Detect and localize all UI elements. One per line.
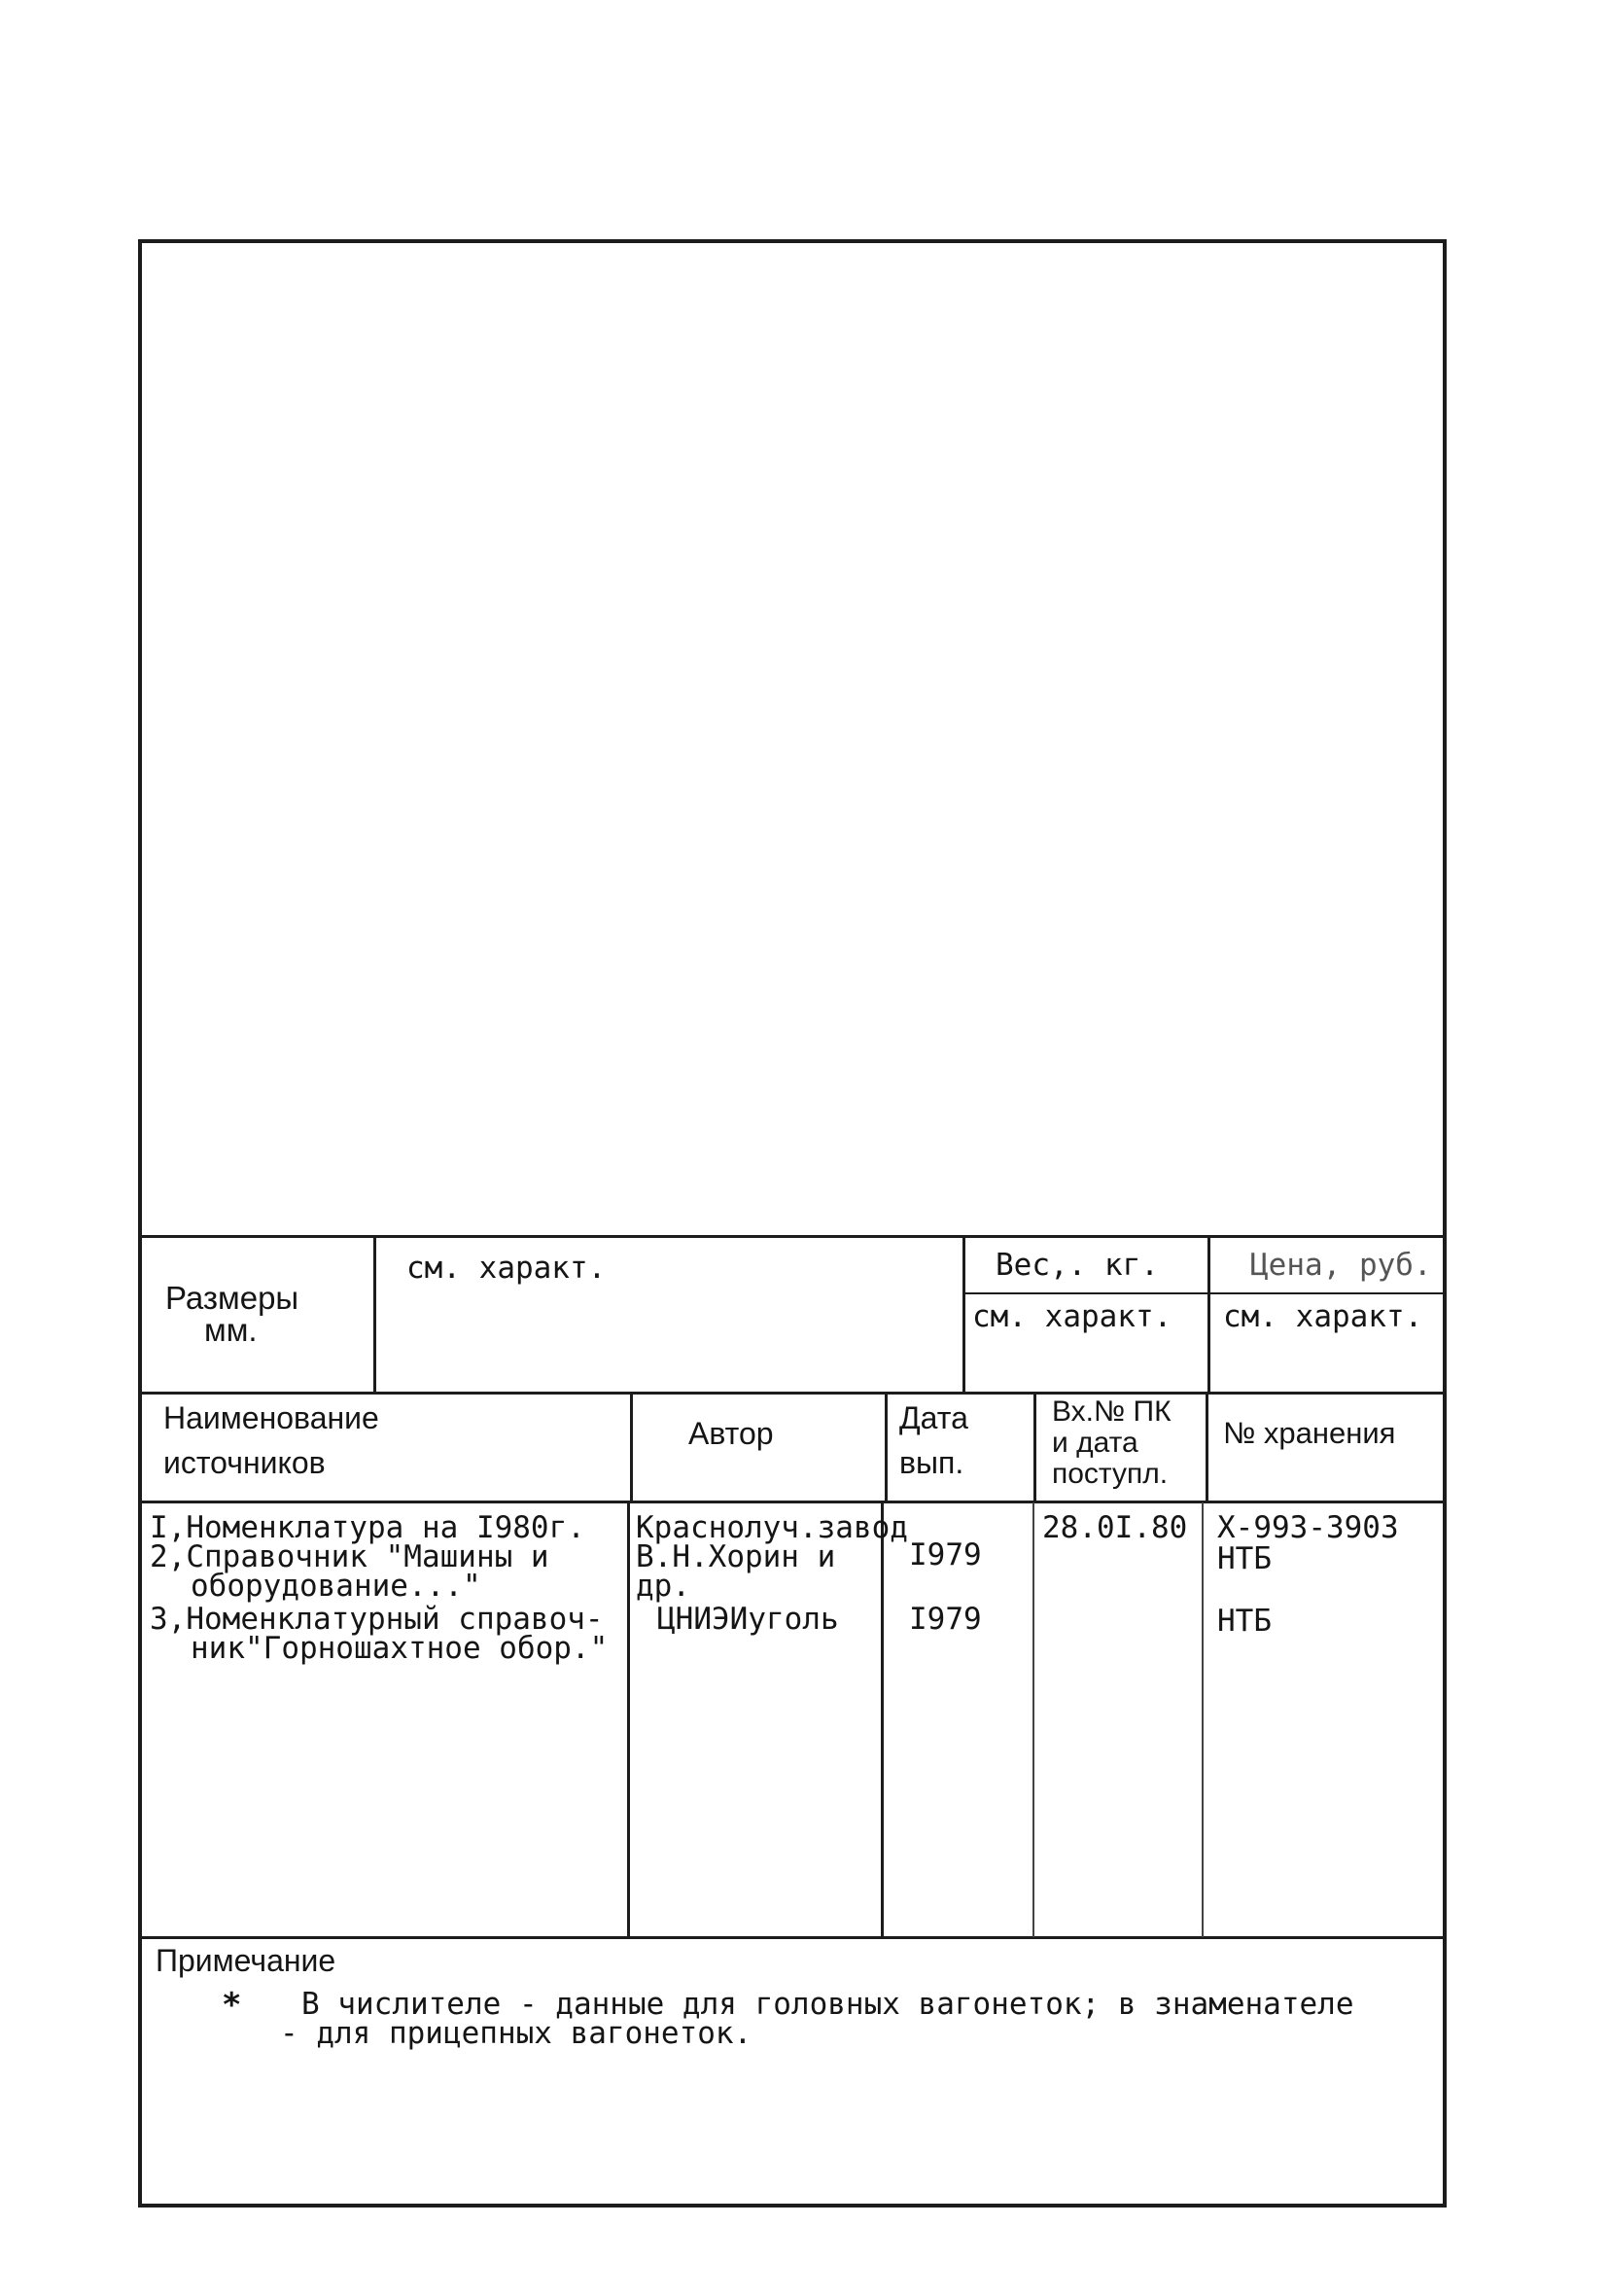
header-name-line2: источников bbox=[163, 1445, 326, 1480]
header-name-line1: Наименование bbox=[163, 1400, 379, 1435]
divider-sources-top bbox=[142, 1392, 1443, 1395]
header-entry-line1: Вх.№ ПК bbox=[1052, 1395, 1172, 1428]
row2-storage: НТБ bbox=[1217, 1541, 1272, 1576]
col-divider-author bbox=[630, 1394, 633, 1502]
note-title: Примечание bbox=[156, 1943, 336, 1978]
dimensions-value: см. характ. bbox=[406, 1251, 607, 1286]
header-storage: № хранения bbox=[1223, 1416, 1396, 1450]
weight-header: Вес,. кг. bbox=[996, 1248, 1159, 1283]
frame-right bbox=[1443, 239, 1447, 2208]
row2-date: I979 bbox=[909, 1537, 982, 1572]
header-date-line2: вып. bbox=[899, 1445, 964, 1480]
row2-author-line2: др. bbox=[636, 1569, 690, 1604]
row3-name-line1: 3,Номенклатурный справоч- bbox=[150, 1602, 604, 1637]
body-col-divider-date bbox=[881, 1502, 884, 1937]
col-divider-entry bbox=[1033, 1394, 1036, 1502]
note-line2: - для прицепных вагонеток. bbox=[280, 2016, 752, 2051]
row1-name: I,Номенклатура на I980г. bbox=[150, 1510, 585, 1545]
header-entry-line3: поступл. bbox=[1052, 1458, 1169, 1490]
note-line1: В числителе - данные для головных вагонеток; в знаменателе bbox=[301, 1987, 1354, 2022]
body-col-divider-author bbox=[627, 1502, 630, 1937]
header-entry-line2: и дата bbox=[1052, 1427, 1138, 1459]
divider-dimensions-top bbox=[142, 1235, 1443, 1238]
row2-author-line1: В.Н.Хорин и bbox=[636, 1539, 836, 1574]
price-header: Цена, руб. bbox=[1250, 1248, 1432, 1283]
body-col-divider-entry bbox=[1032, 1502, 1034, 1937]
row2-name-line2: оборудование..." bbox=[191, 1569, 481, 1604]
row2-name-line1: 2,Справочник "Машины и bbox=[150, 1539, 549, 1574]
row1-storage: Х-993-3903 bbox=[1217, 1510, 1399, 1545]
note-marker: * bbox=[222, 1986, 242, 2025]
weight-price-subdivider bbox=[964, 1292, 1443, 1294]
price-value: см. характ. bbox=[1223, 1299, 1423, 1334]
divider-sources-header bbox=[142, 1501, 1443, 1503]
col-divider-storage bbox=[1206, 1394, 1208, 1502]
row3-name-line2: ник"Горношахтное обор." bbox=[191, 1631, 609, 1666]
row1-entry: 28.0I.80 bbox=[1042, 1510, 1188, 1545]
dimensions-col-divider bbox=[373, 1237, 376, 1393]
header-author: Автор bbox=[688, 1416, 774, 1451]
row3-date: I979 bbox=[909, 1602, 982, 1637]
drawing-area bbox=[142, 243, 1443, 1235]
divider-note-top bbox=[142, 1936, 1443, 1939]
weight-col-divider bbox=[962, 1237, 965, 1393]
frame-bottom bbox=[138, 2204, 1447, 2208]
body-col-divider-storage bbox=[1202, 1502, 1204, 1937]
row3-storage: НТБ bbox=[1217, 1604, 1272, 1639]
col-divider-date bbox=[885, 1394, 888, 1502]
row3-author: ЦНИЭИуголь bbox=[657, 1602, 839, 1637]
price-col-divider bbox=[1207, 1237, 1210, 1393]
dimensions-label-line1: Размеры bbox=[165, 1280, 299, 1316]
header-date-line1: Дата bbox=[899, 1400, 968, 1435]
row1-author: Краснолуч.завод bbox=[636, 1510, 908, 1545]
dimensions-label-line2: мм. bbox=[204, 1312, 258, 1348]
weight-value: см. характ. bbox=[972, 1299, 1172, 1334]
